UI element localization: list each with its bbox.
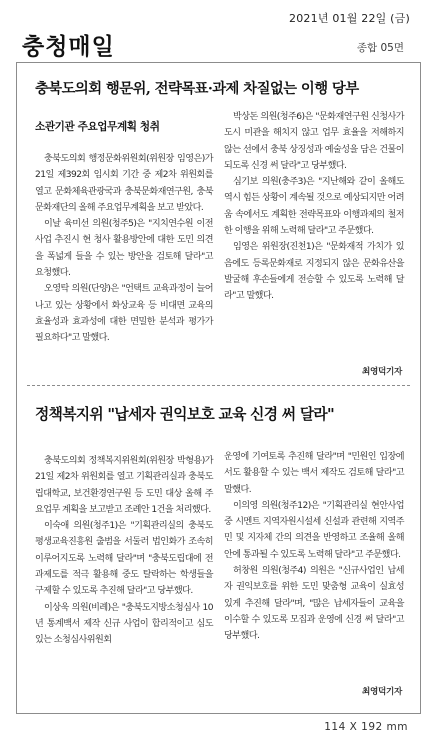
article2-column-left <box>35 453 213 649</box>
article2-column-right <box>224 449 404 645</box>
newspaper-masthead: 충청매일 <box>22 33 115 60</box>
paragraph: 심기보 의원(충주3)은 "지난해와 같이 올해도 역시 힘든 상황이 계속될 것으로 예상되지만 어려움 속에서도 계획한 전략목표와 이행과제의 철저한 이행을 위해 노력해 달라"고 주문했다. <box>224 177 404 237</box>
paragraph: 이상욱 의원(비례)은 "충북도지방소청심사 10년 통계백서 제작 신규 사업이 합리적이고 심도 있는 소청심사위원회 <box>35 602 213 646</box>
paragraph: 이숙애 의원(청주1)은 "기획관리실의 충북도평생교육진흥원 출범을 서둘러 법인화가 조속히 이루어지도록 노력해 달라"며 "충북도립대에 전과제도를 적극 활용해 중도 탈락하는 학생들을 구제할 수 있도록 추진해 달라"고 당부했다. <box>35 521 213 597</box>
paragraph: 이의영 의원(청주12)은 "기획관리실 현안사업 중 시멘트 지역자원시설세 신설과 관련해 지역주민 및 지자체 간의 의견을 반영하고 조율해 올해 안에 통과될 수 있도록 노력해 달라"고 주문했다. <box>224 500 404 560</box>
paragraph: 운영에 기여토록 추진해 달라"며 "민원인 입장에서도 활용할 수 있는 백서 제작도 검토해 달라"고 말했다. <box>224 452 404 495</box>
article1-column-left <box>35 151 213 347</box>
clipping-dimensions: 114 X 192 mm <box>324 721 408 733</box>
article1-subhead: 소관기관 주요업무계획 청취 <box>35 121 160 133</box>
section-page: 종합 05면 <box>356 42 404 54</box>
paragraph: 충북도의회 정책복지위원회(위원장 박형용)가 21일 제2차 위원회를 열고 기획관리실과 충북도립대학교, 보건환경연구원 등 도민 대상 올해 주요업무 계획을 보고받고 조례안 1건을 처리했다. <box>35 456 213 515</box>
paragraph: 이날 육미선 의원(청주5)은 "지치연수원 이전사업 추진시 현 청사 활용방안에 대한 도민 의견을 폭넓게 들을 수 있는 방안을 검토해 달라"고 요청했다. <box>35 219 213 279</box>
paragraph: 박상돈 의원(청주6)은 "문화재연구원 신청사가 도시 미관을 해치지 않고 업무 효율을 저해하지 않는 선에서 충북 상징성과 예술성을 담은 건물이 되도록 신경 써 달라"고 당부했다. <box>224 112 404 171</box>
date-line: 2021년 01월 22일 (금) <box>289 12 410 25</box>
paragraph: 충북도의회 행정문화위원회(위원장 임영은)가 21일 제392회 임시회 기간 중 제2차 위원회를 열고 문화체육관광국과 충북문화재연구원, 충북문화재단의 올해 주요업무계획을 보고 받았다. <box>35 154 213 213</box>
article1-byline: 최영덕기자 <box>361 367 402 377</box>
paragraph: 오영탁 의원(단양)은 "언택트 교육과정이 늘어나고 있는 상황에서 화상교육 등 비대면 교육의 효율성과 효과성에 대한 면밀한 분석과 평가가 필요하다"고 말했다. <box>35 284 213 344</box>
clipping-frame <box>16 62 421 714</box>
paragraph: 임영은 위원장(진천1)은 "문화재적 가치가 있음에도 등록문화재로 지정되지 않은 문화유산을 발굴해 후손들에게 전승할 수 있도록 노력해 달라"고 말했다. <box>224 242 404 302</box>
article2-byline: 최영덕기자 <box>361 687 402 697</box>
article1-column-right <box>224 109 404 305</box>
article1-headline: 충북도의회 행문위, 전략목표·과제 차질없는 이행 당부 <box>35 80 359 97</box>
article2-headline: 정책복지위 "납세자 권익보호 교육 신경 써 달라" <box>35 406 335 423</box>
paragraph: 허창원 의원(청주4) 의원은 "신규사업인 납세자 권익보호를 위한 도민 맞춤형 교육이 실효성 있게 추진해 달라"며, "많은 납세자들이 교육을 이수할 수 있도록 모집과 운영에 신경 써 달라"고 당부했다. <box>224 566 404 642</box>
article-divider <box>27 385 410 386</box>
